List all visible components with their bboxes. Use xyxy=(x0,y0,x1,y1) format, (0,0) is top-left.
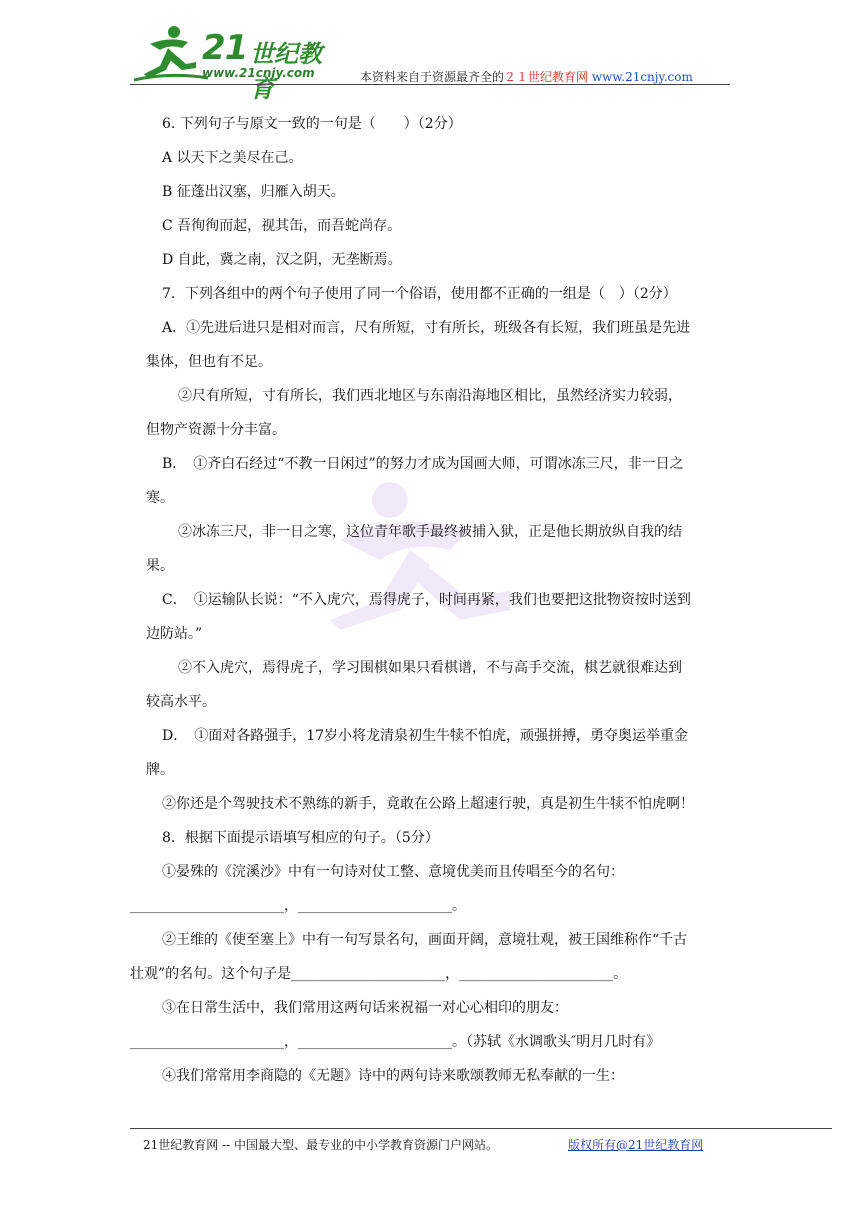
question-6-option-d: D 自此，冀之南，汉之阴，无垄断焉。 xyxy=(162,252,402,268)
header-brand: ２１世纪教育网 xyxy=(504,70,589,84)
question-7-option-c-1: C． ①运输队长说：“不入虎穴，焉得虎子，时间再紧，我们也要把这批物资按时送到 xyxy=(162,592,691,608)
runner-logo-icon xyxy=(130,22,210,82)
question-7-stem: 7．下列各组中的两个句子使用了同一个俗语，使用都不正确的一组是（ ）（2分） xyxy=(162,286,677,302)
question-8-item-3-blanks: ______________________，______________________。（苏轼《水调歌头″明月几时有》 xyxy=(130,1034,661,1050)
footer-divider xyxy=(130,1128,832,1129)
question-7-option-c-2: ②不入虎穴，焉得虎子，学习围棋如果只看棋谱，不与高手交流，棋艺就很难达到 xyxy=(178,660,682,676)
question-7-option-c-1-cont: 边防站。” xyxy=(146,626,203,642)
logo-number: 21 xyxy=(202,28,248,68)
question-8-item-1: ①晏殊的《浣溪沙》中有一句诗对仗工整、意境优美而且传唱至今的名句： xyxy=(162,864,624,880)
question-7-option-b-1-cont: 寒。 xyxy=(146,490,174,506)
question-7-option-b-1: B． ①齐白石经过“不教一日闲过”的努力才成为国画大师，可谓冰冻三尺，非一日之 xyxy=(162,456,684,472)
header-prefix: 本资料来自于资源最齐全的 xyxy=(360,70,505,84)
question-8-stem: 8．根据下面提示语填写相应的句子。（5分） xyxy=(162,830,439,846)
question-7-option-a-1: A．①先进后进只是相对而言，尺有所短，寸有所长，班级各有长短，我们班虽是先进 xyxy=(162,320,691,336)
question-8-item-2: ②王维的《使至塞上》中有一句写景名句，画面开阔，意境壮观，被王国维称作“千古 xyxy=(162,932,688,948)
footer-copyright-link[interactable]: 版权所有@21世纪教育网 xyxy=(568,1138,704,1152)
header-divider xyxy=(130,84,730,85)
site-logo xyxy=(130,18,340,103)
question-7-option-d-1-cont: 牌。 xyxy=(146,762,174,778)
logo-title: 世纪教育 xyxy=(250,40,322,103)
question-6-stem: 6. 下列句子与原文一致的一句是（ ）（2分） xyxy=(162,116,462,132)
question-7-option-d-2: ②你还是个驾驶技术不熟练的新手，竟敢在公路上超速行驶，真是初生牛犊不怕虎啊！ xyxy=(162,796,694,812)
header-url-link[interactable]: www.21cnjy.com xyxy=(591,70,693,84)
question-8-item-1-blanks: ______________________，______________________。 xyxy=(130,898,466,914)
question-7-option-c-2-cont: 较高水平。 xyxy=(146,694,216,710)
question-6-option-a: A 以天下之美尽在己。 xyxy=(162,150,303,166)
page-header xyxy=(130,18,730,103)
question-7-option-a-2-cont: 但物产资源十分丰富。 xyxy=(146,422,286,438)
question-7-option-d-1: D． ①面对各路强手，17岁小将龙清泉初生牛犊不怕虎，顽强拼搏，勇夺奥运举重金 xyxy=(162,728,689,744)
question-8-item-3: ③在日常生活中，我们常用这两句话来祝福一对心心相印的朋友： xyxy=(162,1000,568,1016)
header-tagline xyxy=(360,68,693,85)
question-7-option-b-2: ②冰冻三尺，非一日之寒，这位青年歌手最终被捕入狱，正是他长期放纵自我的结 xyxy=(178,524,682,540)
footer-description: 21世纪教育网 -- 中国最大型、最专业的中小学教育资源门户网站。 xyxy=(143,1138,499,1152)
question-8-item-4: ④我们常常用李商隐的《无题》诗中的两句诗来歌颂教师无私奉献的一生： xyxy=(162,1068,624,1084)
logo-url: www.21cnjy.com xyxy=(202,66,315,80)
question-7-option-b-2-cont: 果。 xyxy=(146,558,174,574)
question-6-option-c: C 吾徇徇而起，视其缶，而吾蛇尚存。 xyxy=(162,218,402,234)
question-7-option-a-2: ②尺有所短，寸有所长，我们西北地区与东南沿海地区相比，虽然经济实力较弱， xyxy=(178,388,682,404)
question-8-item-2-cont: 壮观”的名句。这个句子是______________________，______________________。 xyxy=(130,966,628,982)
question-6-option-b: B 征蓬出汉塞，归雁入胡天。 xyxy=(162,184,345,200)
question-7-option-a-1-cont: 集体，但也有不足。 xyxy=(146,354,272,370)
